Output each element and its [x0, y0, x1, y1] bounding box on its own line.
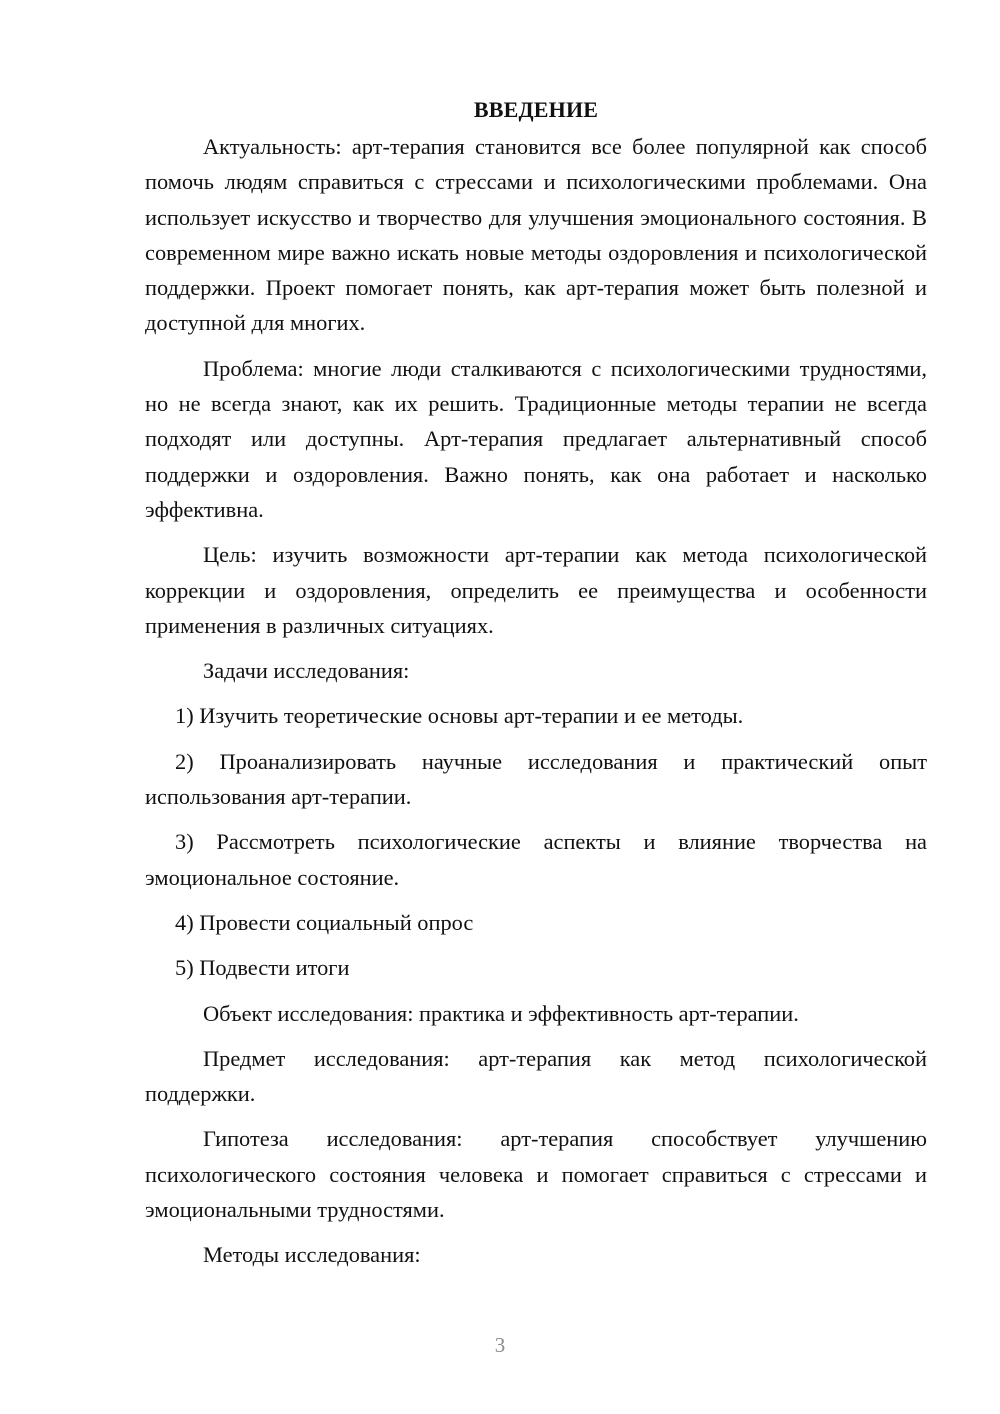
- hypothesis-paragraph: Гипотеза исследования: арт-терапия способствует улучшению психологического состояния человека и помогает справиться с стрессами и эмоциональными трудностями.: [145, 1126, 927, 1223]
- task-item-2: 2) Проанализировать научные исследования и практический опыт использования арт-терапии.: [145, 748, 927, 810]
- object-paragraph: Объект исследования: практика и эффективность арт-терапии.: [203, 1000, 799, 1026]
- task-item-3: 3) Рассмотреть психологические аспекты и влияние творчества на эмоциональное состояние.: [145, 829, 927, 890]
- tasks-title: Задачи исследования:: [203, 658, 410, 684]
- goal-paragraph: Цель: изучить возможности арт-терапии как метода психологической коррекции и оздоровления, определить ее преимущества и особенности применения в различных ситуациях.: [145, 542, 927, 638]
- page-number: 3: [494, 1333, 506, 1357]
- section-heading: ВВЕДЕНИЕ: [473, 97, 599, 122]
- subject-paragraph: Предмет исследования: арт-терапия как метод психологической поддержки.: [145, 1045, 927, 1107]
- document-body: [145, 92, 927, 1282]
- problem-paragraph: Проблема: многие люди сталкиваются с психологическими трудностями, но не всегда знают, как их решить. Традиционные методы терапии не всегда подходят или доступны. Арт-терапия предлагает альтернативный способ поддержки и оздоровления. Важно понять, как она работает и насколько эффективна.: [145, 355, 927, 522]
- task-item-1: 1) Изучить теоретические основы арт-терапии и ее методы.: [175, 703, 744, 729]
- task-item-4: 4) Провести социальный опрос: [175, 909, 474, 935]
- task-item-5: 5) Подвести итоги: [175, 955, 350, 981]
- relevance-paragraph: Актуальность: арт-терапия становится все более популярной как способ помочь людям справиться с стрессами и психологическими проблемами. Она использует искусство и творчество для улучшения эмоционального состояния. В современном мире важно искать новые методы оздоровления и психологической поддержки. Проект помогает понять, как арт-терапия может быть полезной и доступной для многих.: [145, 134, 927, 336]
- methods-paragraph: Методы исследования:: [203, 1242, 421, 1268]
